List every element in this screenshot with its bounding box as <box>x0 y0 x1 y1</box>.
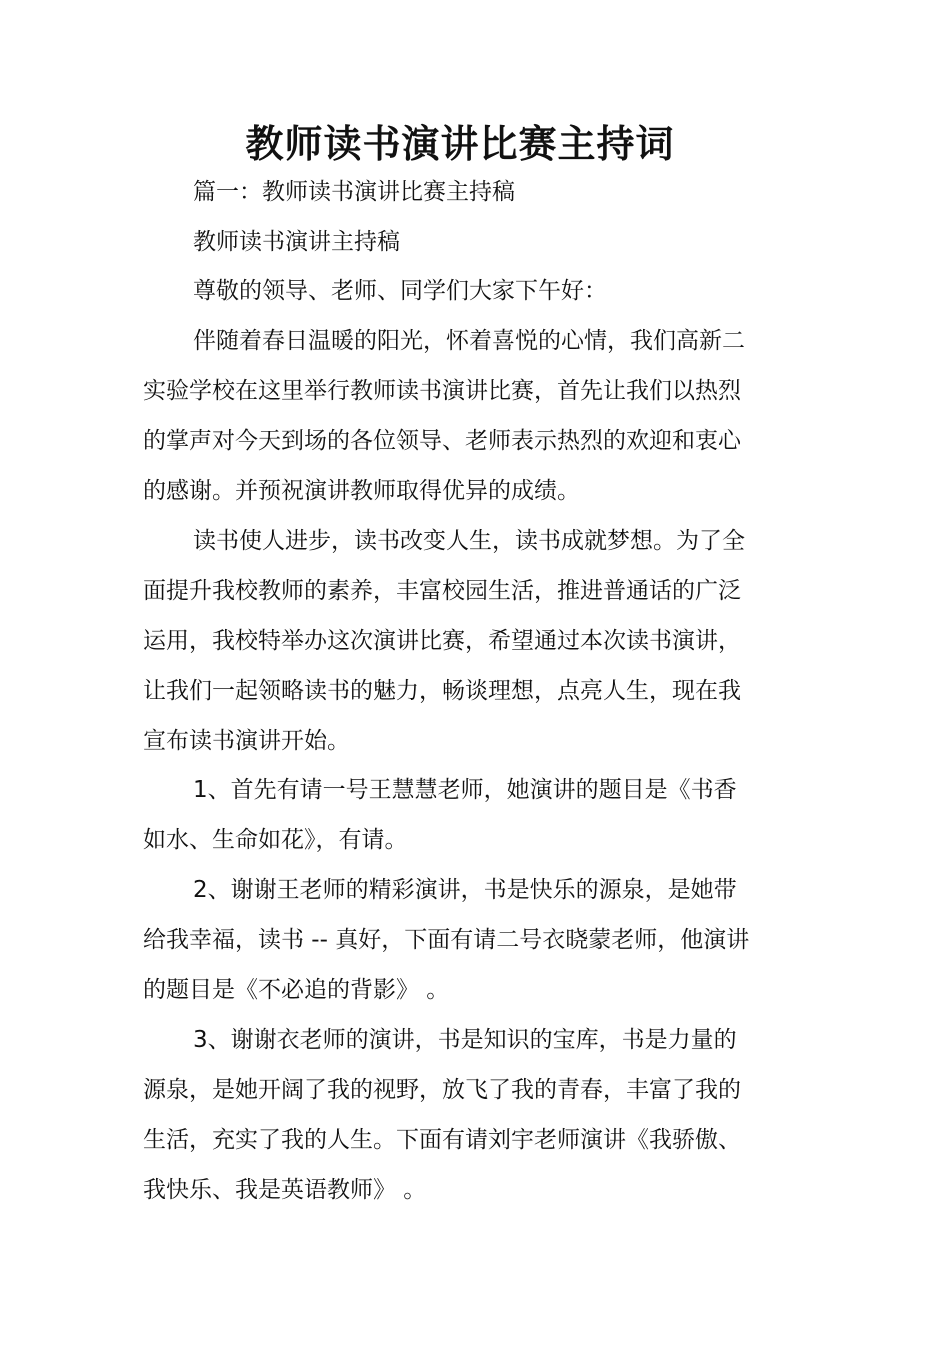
section-heading: 篇一：教师读书演讲比赛主持稿 <box>193 179 515 205</box>
paragraph-line: 运用，我校特举办这次演讲比赛，希望通过本次读书演讲， <box>143 628 741 654</box>
paragraph-line: 2、谢谢王老师的精彩演讲，书是快乐的源泉，是她带 <box>193 877 737 903</box>
paragraph-line: 生活，充实了我的人生。下面有请刘宇老师演讲《我骄傲、 <box>143 1127 741 1153</box>
paragraph-line: 的感谢。并预祝演讲教师取得优异的成绩。 <box>143 478 580 504</box>
paragraph-line: 让我们一起领略读书的魅力，畅谈理想，点亮人生，现在我 <box>143 678 741 704</box>
paragraph-line: 源泉，是她开阔了我的视野，放飞了我的青春，丰富了我的 <box>143 1077 741 1103</box>
paragraph-line: 的题目是《不必追的背影》 。 <box>143 977 450 1003</box>
paragraph-line: 的掌声对今天到场的各位领导、老师表示热烈的欢迎和衷心 <box>143 428 741 454</box>
paragraph-line: 给我幸福，读书 -- 真好，下面有请二号衣晓蒙老师，他演讲 <box>143 927 750 953</box>
paragraph-line: 实验学校在这里举行教师读书演讲比赛，首先让我们以热烈 <box>143 378 741 404</box>
paragraph-line: 3、谢谢衣老师的演讲，书是知识的宝库，书是力量的 <box>193 1027 737 1053</box>
salutation: 尊敬的领导、老师、同学们大家下午好： <box>193 278 607 304</box>
paragraph-line: 我快乐、我是英语教师》 。 <box>143 1177 427 1203</box>
subheading: 教师读书演讲主持稿 <box>193 229 400 255</box>
paragraph-line: 如水、生命如花》，有请。 <box>143 827 408 853</box>
paragraph-line: 1、首先有请一号王慧慧老师，她演讲的题目是《书香 <box>193 777 737 803</box>
paragraph-line: 伴随着春日温暖的阳光，怀着喜悦的心情，我们高新二 <box>193 328 745 354</box>
paragraph-line: 读书使人进步，读书改变人生，读书成就梦想。为了全 <box>193 528 745 554</box>
document-title: 教师读书演讲比赛主持词 <box>245 121 675 166</box>
paragraph-line: 面提升我校教师的素养，丰富校园生活，推进普通话的广泛 <box>143 578 741 604</box>
paragraph-line: 宣布读书演讲开始。 <box>143 728 350 754</box>
